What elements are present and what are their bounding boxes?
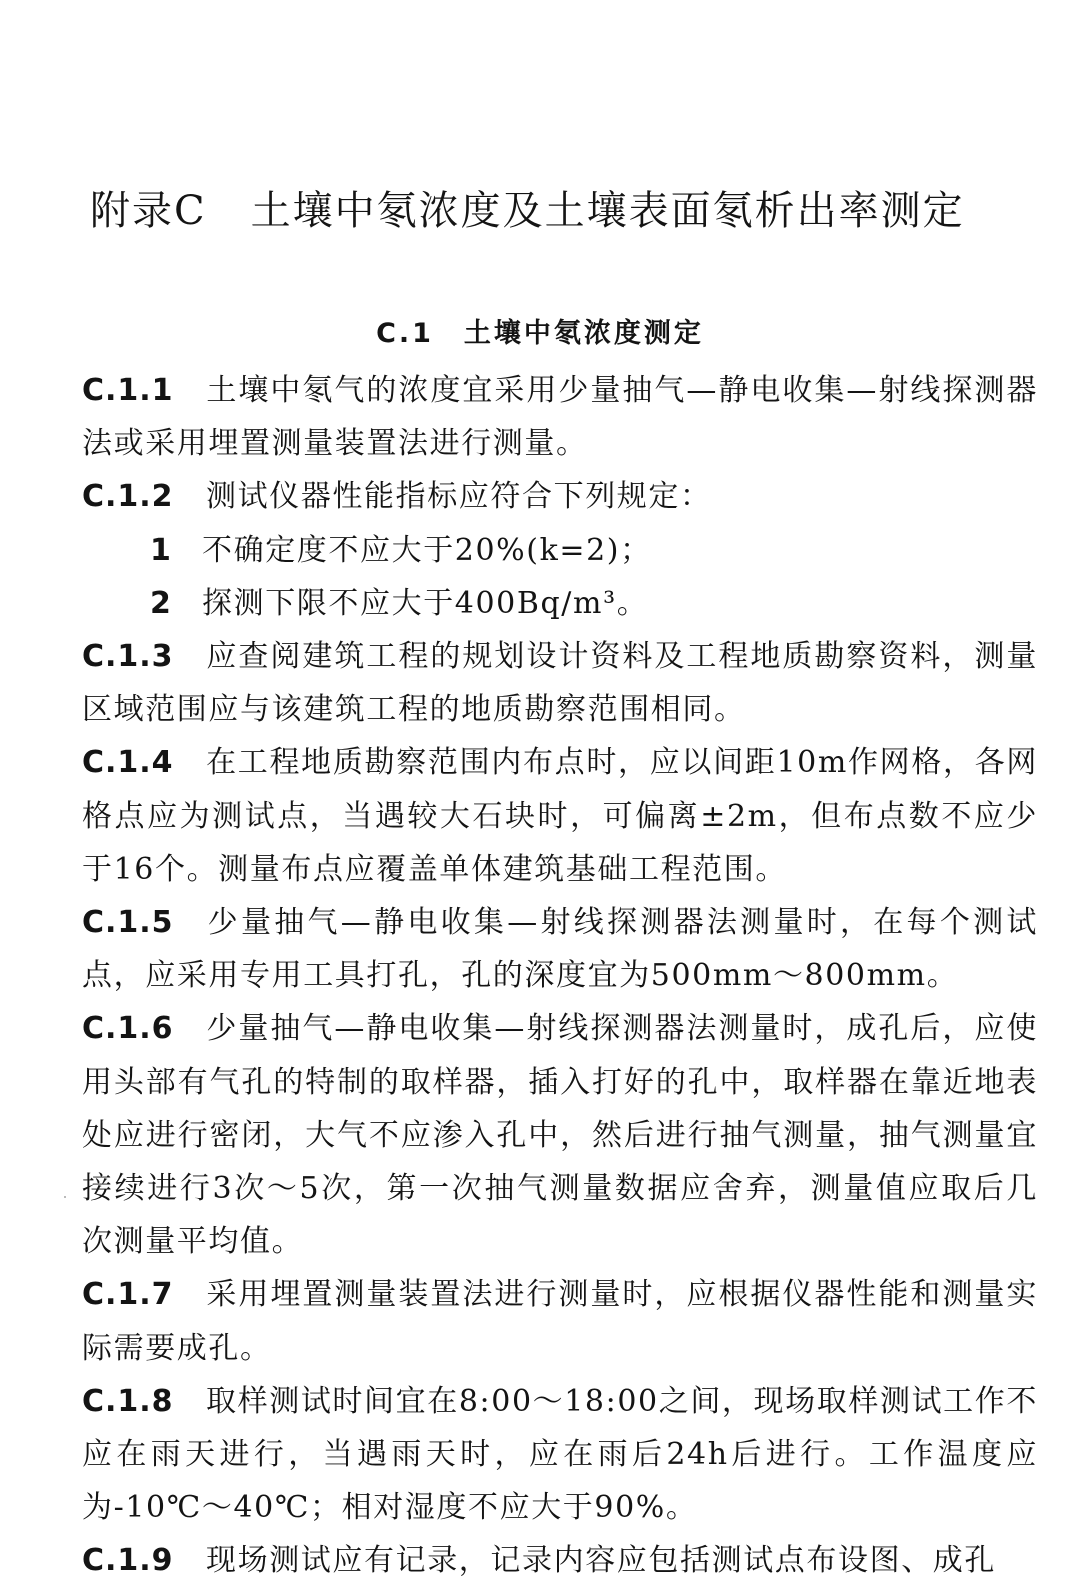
clause-text: 测试仪器性能指标应符合下列规定： bbox=[206, 479, 712, 515]
section-title: 土壤中氡浓度测定 bbox=[463, 318, 704, 350]
appendix-label: 附录C bbox=[90, 187, 207, 234]
clause-number: C.1.4 bbox=[82, 745, 174, 781]
clause-c-1-6 bbox=[82, 1002, 1038, 1268]
clause-number: C.1.8 bbox=[82, 1383, 174, 1419]
clause-number: C.1.7 bbox=[82, 1277, 174, 1313]
clause-text: 土壤中氡气的浓度宜采用少量抽气—静电收集—射线探测器法或采用埋置测量装置法进行测量。 bbox=[82, 373, 1038, 462]
appendix-title bbox=[90, 183, 1050, 239]
item-number: 1 bbox=[150, 532, 173, 568]
clause-number: C.1.1 bbox=[82, 373, 174, 408]
section-heading bbox=[0, 314, 1080, 354]
section-number: C.1 bbox=[376, 318, 434, 350]
item-text: 探测下限不应大于400Bq/m³。 bbox=[202, 585, 649, 621]
clause-c-1-1 bbox=[82, 364, 1038, 470]
clause-c-1-7 bbox=[82, 1268, 1038, 1374]
clause-list bbox=[82, 364, 1038, 1588]
appendix-title-text: 土壤中氡浓度及土壤表面氡析出率测定 bbox=[250, 187, 965, 234]
clause-c-1-9 bbox=[82, 1534, 1038, 1587]
clause-c-1-4 bbox=[82, 736, 1038, 896]
clause-number: C.1.6 bbox=[82, 1011, 174, 1047]
scan-speck bbox=[64, 1196, 66, 1198]
clause-c-1-8 bbox=[82, 1375, 1038, 1535]
clause-number: C.1.3 bbox=[82, 639, 174, 675]
list-item-2 bbox=[82, 577, 1038, 630]
clause-text: 采用埋置测量装置法进行测量时，应根据仪器性能和测量实际需要成孔。 bbox=[82, 1277, 1038, 1366]
item-text: 不确定度不应大于20%(k=2)； bbox=[202, 532, 652, 568]
clause-number: C.1.2 bbox=[82, 479, 174, 515]
clause-text: 少量抽气—静电收集—射线探测器法测量时，成孔后，应使用头部有气孔的特制的取样器，插入打好的孔中，取样器在靠近地表处应进行密闭，大气不应渗入孔中，然后进行抽气测量，抽气测量宜接续进行3次～5次，第一次抽气测量数据应舍弃，测量值应取后几次测量平均值。 bbox=[82, 1011, 1038, 1260]
clause-number: C.1.5 bbox=[82, 905, 174, 941]
clause-c-1-5 bbox=[82, 896, 1038, 1002]
clause-number: C.1.9 bbox=[82, 1543, 174, 1579]
clause-text: 现场测试应有记录，记录内容应包括测试点布设图、成孔 bbox=[206, 1543, 996, 1579]
clause-text: 在工程地质勘察范围内布点时，应以间距10m作网格，各网格点应为测试点，当遇较大石块时，可偏离±2m，但布点数不应少于16个。测量布点应覆盖单体建筑基础工程范围。 bbox=[82, 745, 1038, 887]
clause-text: 取样测试时间宜在8:00～18:00之间，现场取样测试工作不应在雨天进行，当遇雨天时，应在雨后24h后进行。工作温度应为-10℃～40℃；相对湿度不应大于90%。 bbox=[82, 1383, 1038, 1526]
clause-c-1-3 bbox=[82, 630, 1038, 736]
list-item-1 bbox=[82, 524, 1038, 577]
item-number: 2 bbox=[150, 585, 173, 621]
clause-c-1-2 bbox=[82, 470, 1038, 523]
clause-text: 少量抽气—静电收集—射线探测器法测量时，在每个测试点，应采用专用工具打孔，孔的深度宜为500mm～800mm。 bbox=[82, 905, 1038, 994]
clause-text: 应查阅建筑工程的规划设计资料及工程地质勘察资料，测量区域范围应与该建筑工程的地质勘察范围相同。 bbox=[82, 639, 1038, 728]
